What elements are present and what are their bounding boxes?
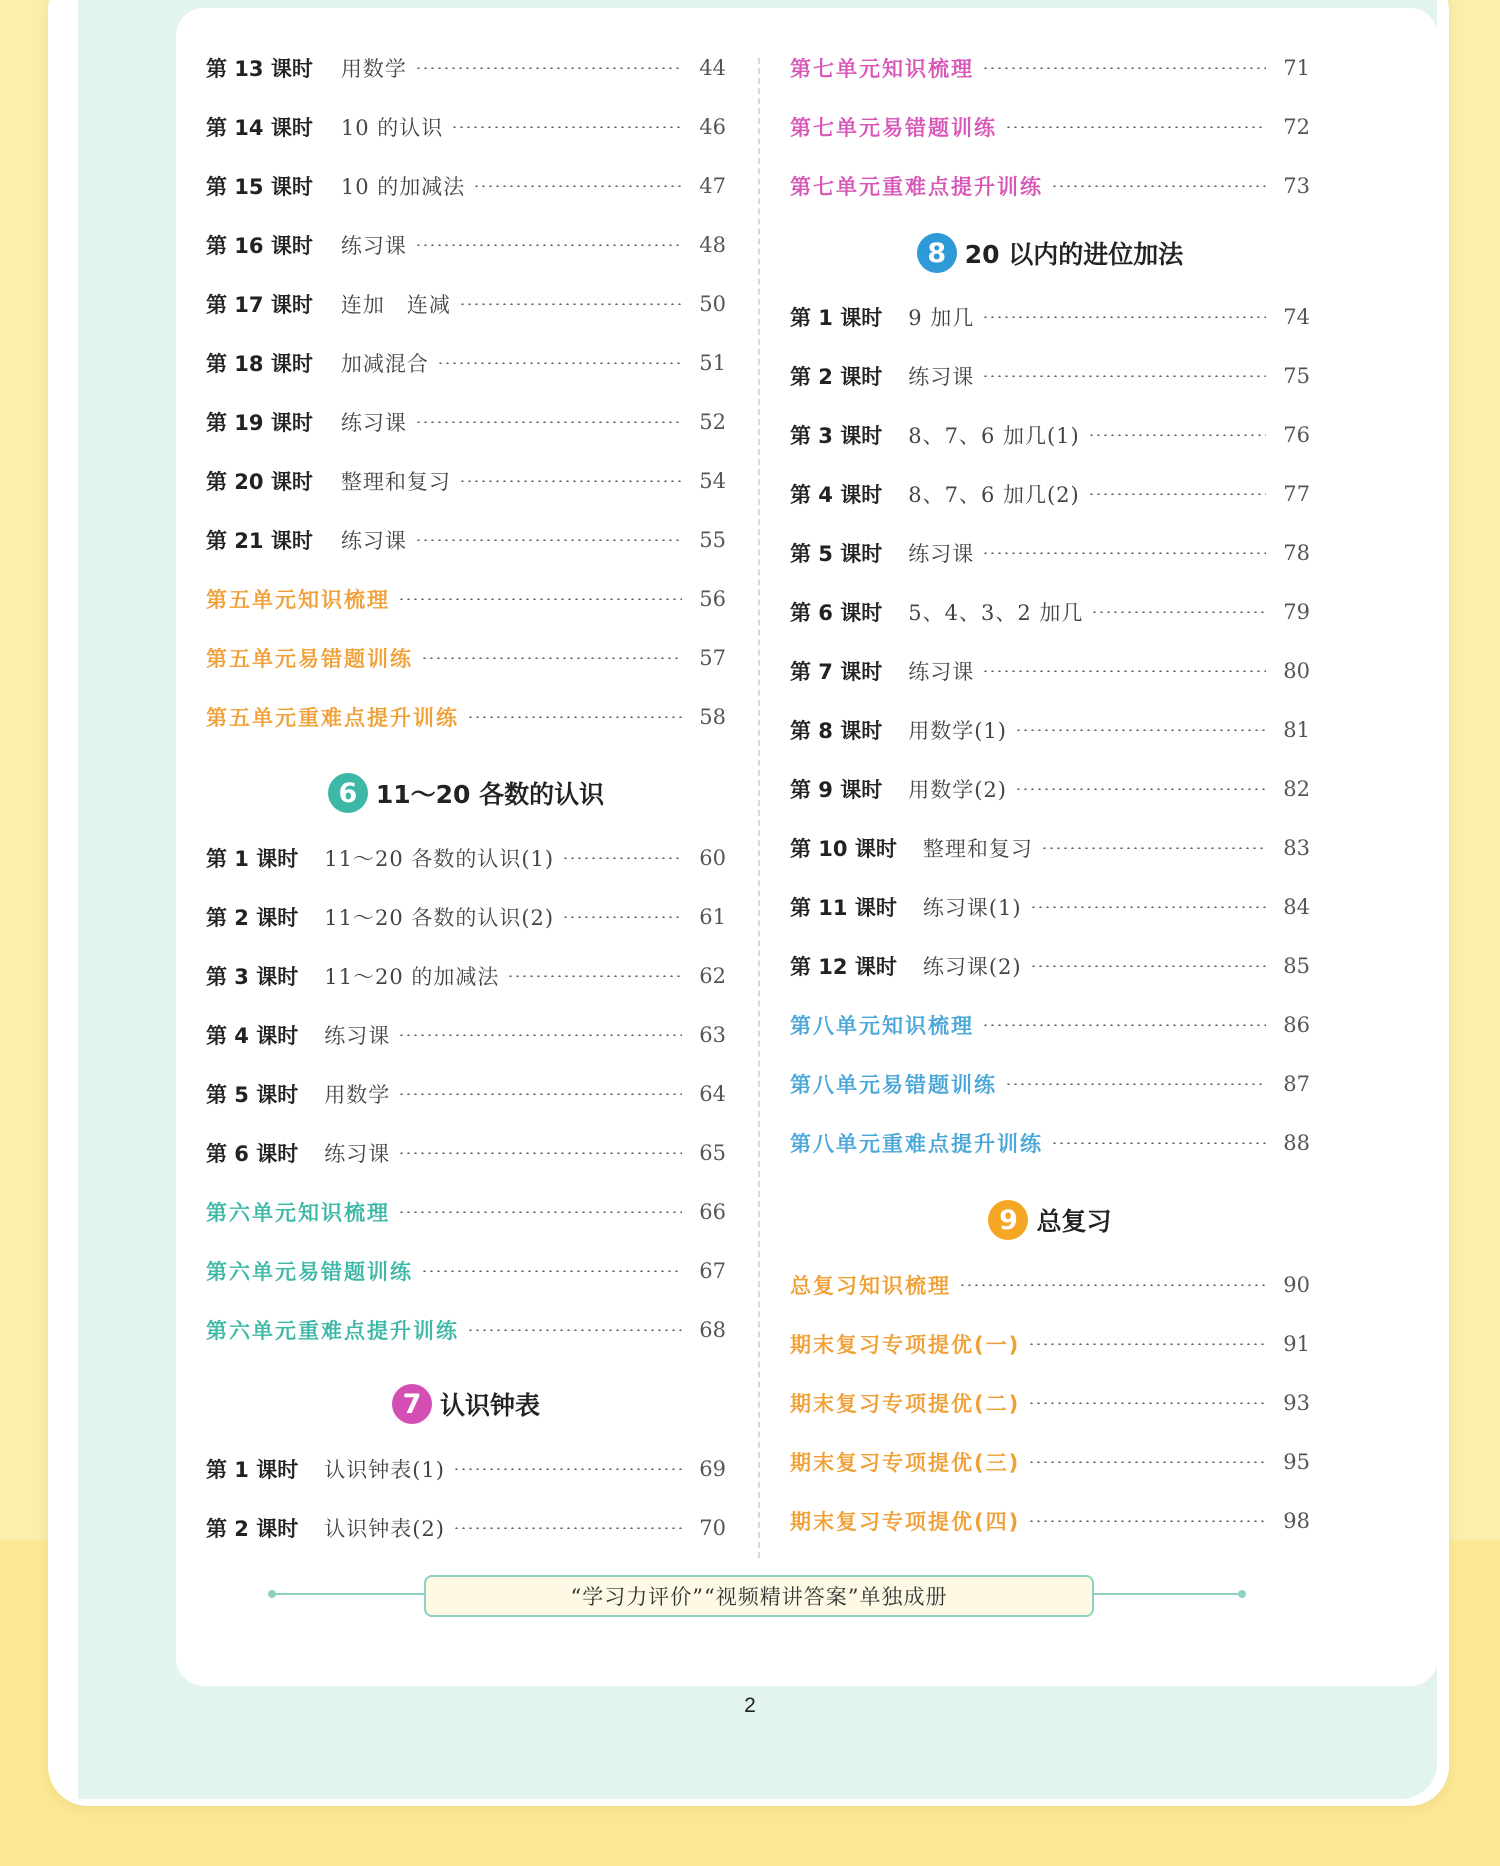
toc-entry-unit8-advanced[interactable] — [790, 1123, 1310, 1163]
page-ref: 78 — [1283, 541, 1310, 565]
page-ref: 85 — [1283, 954, 1310, 978]
section-title: 第五单元重难点提升训练 — [206, 706, 459, 730]
page-ref: 74 — [1283, 305, 1310, 329]
page-ref: 95 — [1283, 1450, 1310, 1474]
page-ref: 84 — [1283, 895, 1310, 919]
toc-entry[interactable] — [790, 828, 1310, 868]
leader-dots — [459, 480, 682, 482]
toc-entry-unit6-advanced[interactable] — [206, 1310, 726, 1350]
page-ref: 55 — [699, 528, 726, 552]
page-ref: 71 — [1283, 56, 1310, 80]
toc-entry-unit5-review[interactable] — [206, 579, 726, 619]
lesson-number: 第 1 课时 — [206, 847, 299, 871]
section-title: 第七单元易错题训练 — [790, 116, 997, 140]
unit-number-badge: 7 — [392, 1384, 432, 1424]
column-divider — [758, 58, 760, 1558]
page-ref: 66 — [699, 1200, 726, 1224]
lesson-title: 练习课 — [908, 542, 975, 566]
leader-dots — [1028, 1402, 1266, 1404]
leader-dots — [437, 362, 682, 364]
section-title: 第七单元知识梳理 — [790, 57, 974, 81]
lesson-number: 第 3 课时 — [206, 965, 299, 989]
lesson-title: 练习课 — [340, 529, 407, 553]
page-ref: 63 — [699, 1023, 726, 1047]
page-ref: 47 — [699, 174, 726, 198]
lesson-number: 第 6 课时 — [206, 1142, 299, 1166]
section-title: 第七单元重难点提升训练 — [790, 175, 1043, 199]
lesson-number: 第 17 课时 — [206, 293, 313, 317]
lesson-number: 第 4 课时 — [206, 1024, 299, 1048]
toc-entry[interactable] — [206, 1449, 726, 1489]
lesson-number: 第 19 课时 — [206, 411, 313, 435]
toc-entry[interactable] — [790, 710, 1310, 750]
leader-dots — [473, 185, 682, 187]
footer-note: “学习力评价”“视频精讲答案”单独成册 — [424, 1575, 1094, 1617]
toc-entry[interactable] — [206, 1133, 726, 1173]
leader-dots — [415, 244, 682, 246]
section-title: 第六单元知识梳理 — [206, 1201, 390, 1225]
section-title: 第八单元重难点提升训练 — [790, 1132, 1043, 1156]
leader-dots — [453, 1468, 682, 1470]
lesson-title: 用数学(1) — [908, 719, 1007, 743]
lesson-title: 练习课(2) — [922, 955, 1022, 979]
leader-dots — [1005, 126, 1266, 128]
lesson-title: 整理和复习 — [340, 470, 451, 494]
lesson-number: 第 6 课时 — [790, 601, 883, 625]
toc-entry[interactable] — [206, 1074, 726, 1114]
unit-title: 总复习 — [1036, 1207, 1112, 1236]
lesson-number: 第 4 课时 — [790, 483, 883, 507]
toc-entry[interactable] — [206, 838, 726, 878]
leader-dots — [1051, 1142, 1266, 1144]
toc-entry-final-practice-3[interactable] — [790, 1442, 1310, 1482]
lesson-number: 第 12 课时 — [790, 955, 897, 979]
lesson-title: 练习课 — [340, 411, 407, 435]
toc-entry[interactable] — [790, 592, 1310, 632]
toc-entry[interactable] — [206, 225, 726, 265]
page-ref: 72 — [1283, 115, 1310, 139]
leader-dots — [959, 1284, 1266, 1286]
lesson-number: 第 1 课时 — [790, 306, 883, 330]
page-ref: 91 — [1283, 1332, 1310, 1356]
toc-entry-final-practice-2[interactable] — [790, 1383, 1310, 1423]
toc-entry-unit7-advanced[interactable] — [790, 166, 1310, 206]
toc-entry[interactable] — [206, 1015, 726, 1055]
unit7-heading[interactable] — [206, 1381, 726, 1427]
section-title: 第五单元易错题训练 — [206, 647, 413, 671]
leader-dots — [1028, 1461, 1266, 1463]
leader-dots — [1030, 965, 1266, 967]
lesson-title: 认识钟表(1) — [324, 1458, 445, 1482]
page-ref: 46 — [699, 115, 726, 139]
leader-dots — [1028, 1343, 1266, 1345]
lesson-number: 第 8 课时 — [790, 719, 883, 743]
unit-title: 11～20 各数的认识 — [375, 780, 605, 809]
unit-number-badge: 6 — [328, 773, 368, 813]
lesson-number: 第 21 课时 — [206, 529, 313, 553]
section-title: 期末复习专项提优(二) — [790, 1392, 1021, 1416]
page-ref: 60 — [699, 846, 726, 870]
toc-entry[interactable] — [790, 356, 1310, 396]
toc-entry[interactable] — [790, 415, 1310, 455]
leader-dots — [398, 1034, 682, 1036]
toc-entry-unit5-advanced[interactable] — [206, 697, 726, 737]
leader-dots — [562, 916, 682, 918]
leader-dots — [1015, 729, 1266, 731]
toc-entry[interactable] — [206, 402, 726, 442]
page-ref: 82 — [1283, 777, 1310, 801]
leader-dots — [398, 598, 682, 600]
lesson-number: 第 5 课时 — [206, 1083, 299, 1107]
leader-dots — [415, 67, 682, 69]
toc-entry[interactable] — [790, 297, 1310, 337]
lesson-number: 第 10 课时 — [790, 837, 897, 861]
leader-dots — [1041, 847, 1266, 849]
unit-title: 认识钟表 — [439, 1391, 540, 1420]
section-title: 第六单元重难点提升训练 — [206, 1319, 459, 1343]
leader-dots — [1015, 788, 1266, 790]
toc-entry[interactable] — [206, 897, 726, 937]
lesson-title: 整理和复习 — [922, 837, 1033, 861]
page-ref: 57 — [699, 646, 726, 670]
leader-dots — [467, 1329, 682, 1331]
leader-dots — [1030, 906, 1266, 908]
leader-dots — [415, 421, 682, 423]
toc-entry[interactable] — [206, 343, 726, 383]
lesson-title: 练习课 — [324, 1024, 391, 1048]
page-ref: 48 — [699, 233, 726, 257]
unit8-heading[interactable] — [790, 230, 1310, 276]
lesson-title: 用数学 — [324, 1083, 391, 1107]
lesson-title: 10 的认识 — [340, 116, 444, 140]
page-ref: 56 — [699, 587, 726, 611]
page-ref: 50 — [699, 292, 726, 316]
lesson-title: 加减混合 — [340, 352, 429, 376]
page-ref: 52 — [699, 410, 726, 434]
leader-dots — [982, 375, 1266, 377]
leader-dots — [1005, 1083, 1266, 1085]
page-ref: 67 — [699, 1259, 726, 1283]
lesson-title: 练习课 — [340, 234, 407, 258]
leader-dots — [453, 1527, 682, 1529]
toc-entry[interactable] — [790, 887, 1310, 927]
toc-entry-unit6-review[interactable] — [206, 1192, 726, 1232]
page-ref: 79 — [1283, 600, 1310, 624]
leader-dots — [1088, 434, 1266, 436]
unit9-heading[interactable] — [790, 1197, 1310, 1243]
page-ref: 77 — [1283, 482, 1310, 506]
page-ref: 58 — [699, 705, 726, 729]
toc-entry[interactable] — [206, 166, 726, 206]
leader-dots — [507, 975, 682, 977]
toc-entry[interactable] — [206, 107, 726, 147]
toc-entry-unit8-errors[interactable] — [790, 1064, 1310, 1104]
page-ref: 90 — [1283, 1273, 1310, 1297]
toc-entry[interactable] — [206, 284, 726, 324]
lesson-number: 第 2 课时 — [206, 906, 299, 930]
lesson-title: 练习课 — [908, 660, 975, 684]
leader-dots — [398, 1211, 682, 1213]
toc-entry[interactable] — [790, 946, 1310, 986]
page-ref: 88 — [1283, 1131, 1310, 1155]
toc-entry-unit7-review[interactable] — [790, 48, 1310, 88]
page-ref: 61 — [699, 905, 726, 929]
lesson-number: 第 1 课时 — [206, 1458, 299, 1482]
page-ref: 44 — [699, 56, 726, 80]
page-ref: 86 — [1283, 1013, 1310, 1037]
toc-entry[interactable] — [790, 769, 1310, 809]
page-ref: 65 — [699, 1141, 726, 1165]
page-ref: 75 — [1283, 364, 1310, 388]
leader-dots — [1091, 611, 1266, 613]
unit-number-badge: 8 — [917, 233, 957, 273]
leader-dots — [415, 539, 682, 541]
page-ref: 81 — [1283, 718, 1310, 742]
page-ref: 68 — [699, 1318, 726, 1342]
leader-dots — [459, 303, 682, 305]
page-ref: 98 — [1283, 1509, 1310, 1533]
page-ref: 83 — [1283, 836, 1310, 860]
lesson-title: 5、4、3、2 加几 — [908, 601, 1084, 625]
lesson-number: 第 20 课时 — [206, 470, 313, 494]
lesson-title: 9 加几 — [908, 306, 975, 330]
leader-dots — [421, 1270, 682, 1272]
leader-dots — [562, 857, 682, 859]
lesson-number: 第 15 课时 — [206, 175, 313, 199]
lesson-title: 11～20 的加减法 — [324, 965, 500, 989]
lesson-number: 第 7 课时 — [790, 660, 883, 684]
toc-entry-unit6-errors[interactable] — [206, 1251, 726, 1291]
section-title: 期末复习专项提优(三) — [790, 1451, 1021, 1475]
lesson-title: 11～20 各数的认识(1) — [324, 847, 555, 871]
section-title: 第五单元知识梳理 — [206, 588, 390, 612]
section-title: 总复习知识梳理 — [790, 1274, 951, 1298]
page-ref: 80 — [1283, 659, 1310, 683]
leader-dots — [451, 126, 682, 128]
page-ref: 87 — [1283, 1072, 1310, 1096]
page-ref: 70 — [699, 1516, 726, 1540]
toc-entry-unit5-errors[interactable] — [206, 638, 726, 678]
lesson-number: 第 16 课时 — [206, 234, 313, 258]
page-ref: 54 — [699, 469, 726, 493]
section-title: 期末复习专项提优(一) — [790, 1333, 1021, 1357]
toc-entry-final-practice-4[interactable] — [790, 1501, 1310, 1541]
leader-dots — [1051, 185, 1266, 187]
lesson-title: 连加 连减 — [340, 293, 451, 317]
lesson-number: 第 3 课时 — [790, 424, 883, 448]
lesson-title: 8、7、6 加几(1) — [908, 424, 1080, 448]
lesson-title: 8、7、6 加几(2) — [908, 483, 1080, 507]
unit6-heading[interactable] — [206, 770, 726, 816]
leader-dots — [1088, 493, 1266, 495]
lesson-title: 用数学(2) — [908, 778, 1007, 802]
lesson-title: 11～20 各数的认识(2) — [324, 906, 555, 930]
lesson-title: 认识钟表(2) — [324, 1517, 445, 1541]
page-ref: 93 — [1283, 1391, 1310, 1415]
toc-entry[interactable] — [790, 533, 1310, 573]
lesson-number: 第 18 课时 — [206, 352, 313, 376]
page-ref: 73 — [1283, 174, 1310, 198]
lesson-title: 练习课(1) — [922, 896, 1022, 920]
lesson-number: 第 11 课时 — [790, 896, 897, 920]
leader-dots — [982, 67, 1266, 69]
toc-entry[interactable] — [206, 1508, 726, 1548]
toc-entry[interactable] — [206, 520, 726, 560]
unit-number-badge: 9 — [988, 1200, 1028, 1240]
toc-entry-unit7-errors[interactable] — [790, 107, 1310, 147]
section-title: 第八单元知识梳理 — [790, 1014, 974, 1038]
page-ref: 51 — [699, 351, 726, 375]
toc-entry-final-review[interactable] — [790, 1265, 1310, 1305]
leader-dots — [398, 1093, 682, 1095]
leader-dots — [982, 552, 1266, 554]
lesson-number: 第 9 课时 — [790, 778, 883, 802]
lesson-title: 用数学 — [340, 57, 407, 81]
leader-dots — [467, 716, 682, 718]
lesson-number: 第 5 课时 — [790, 542, 883, 566]
leader-dots — [421, 657, 682, 659]
leader-dots — [1028, 1520, 1266, 1522]
section-title: 期末复习专项提优(四) — [790, 1510, 1021, 1534]
toc-entry[interactable] — [206, 956, 726, 996]
section-title: 第八单元易错题训练 — [790, 1073, 997, 1097]
lesson-number: 第 14 课时 — [206, 116, 313, 140]
page-ref: 69 — [699, 1457, 726, 1481]
unit-title: 20 以内的进位加法 — [964, 240, 1184, 269]
toc-entry[interactable] — [206, 461, 726, 501]
leader-dots — [982, 316, 1266, 318]
lesson-number: 第 2 课时 — [790, 365, 883, 389]
leader-dots — [982, 670, 1266, 672]
lesson-title: 练习课 — [324, 1142, 391, 1166]
toc-entry-unit8-review[interactable] — [790, 1005, 1310, 1045]
lesson-title: 练习课 — [908, 365, 975, 389]
toc-entry[interactable] — [790, 651, 1310, 691]
page-number: 2 — [744, 1694, 756, 1717]
section-title: 第六单元易错题训练 — [206, 1260, 413, 1284]
toc-entry[interactable] — [206, 48, 726, 88]
page-ref: 62 — [699, 964, 726, 988]
lesson-number: 第 2 课时 — [206, 1517, 299, 1541]
leader-dots — [982, 1024, 1266, 1026]
toc-entry-final-practice-1[interactable] — [790, 1324, 1310, 1364]
toc-entry[interactable] — [790, 474, 1310, 514]
lesson-title: 10 的加减法 — [340, 175, 466, 199]
lesson-number: 第 13 课时 — [206, 57, 313, 81]
page-ref: 76 — [1283, 423, 1310, 447]
page-ref: 64 — [699, 1082, 726, 1106]
leader-dots — [398, 1152, 682, 1154]
